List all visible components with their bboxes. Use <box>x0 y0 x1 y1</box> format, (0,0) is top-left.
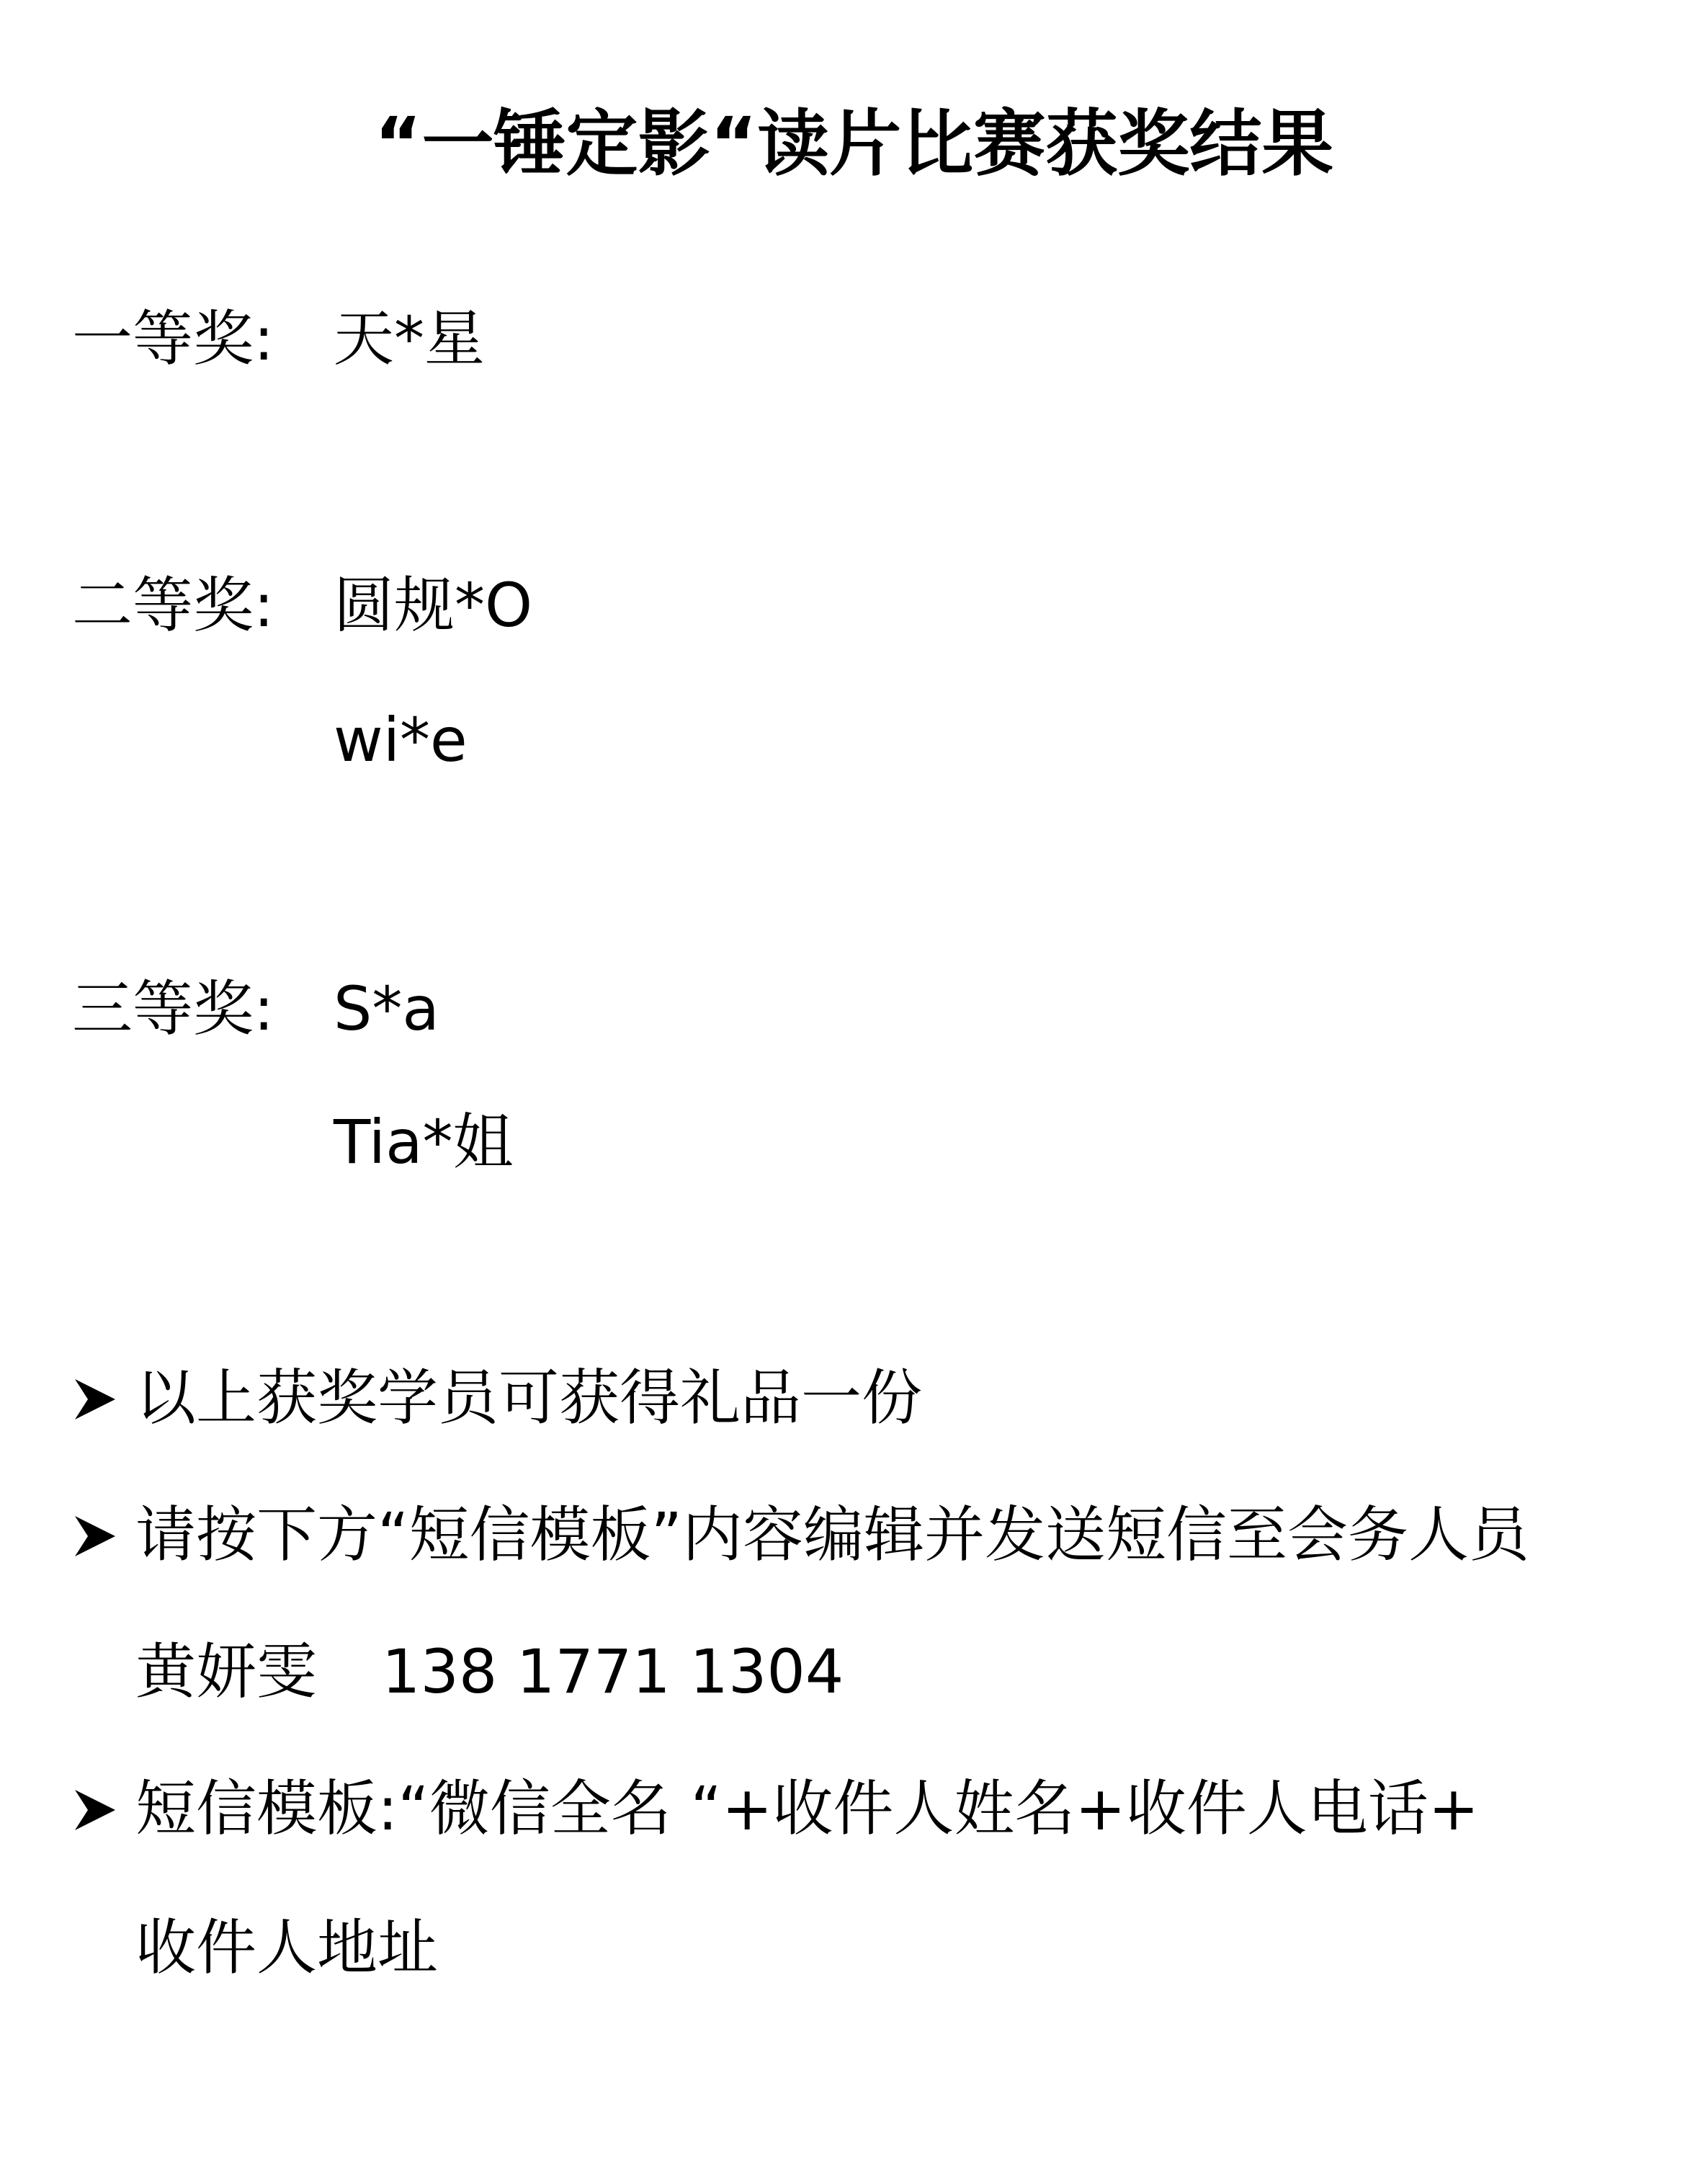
second-prize-winner: wi*e <box>334 705 468 775</box>
contact-line <box>135 1632 844 1711</box>
third-prize-winner: Tia*姐 <box>334 1107 514 1177</box>
contact-phone: 138 1771 1304 <box>382 1636 844 1707</box>
third-prize-label: 三等奖: <box>72 973 274 1044</box>
sms-template-text: 短信模板:“微信全名 “+收件人姓名+收件人电话+ <box>135 1773 1480 1844</box>
arrow-bullet-icon <box>72 1495 133 1574</box>
arrow-bullet-icon <box>72 1769 133 1848</box>
contact-name: 黄妍雯 <box>135 1636 318 1707</box>
page-title: “一锤定影“读片比赛获奖结果 <box>374 102 1334 186</box>
gift-note-text: 以上获奖学员可获得礼品一份 <box>135 1363 923 1433</box>
second-prize-label: 二等奖: <box>72 570 274 641</box>
first-prize-winner: 天*星 <box>334 303 486 374</box>
sms-instruction-text: 请按下方“短信模板”内容编辑并发送短信至会务人员 <box>135 1499 1530 1570</box>
sms-instruction-note <box>72 1495 1530 1574</box>
sms-template-continuation: 收件人地址 <box>135 1912 439 1983</box>
gift-note <box>72 1358 923 1437</box>
arrow-bullet-icon <box>72 1358 133 1437</box>
third-prize-winner: S*a <box>334 973 439 1044</box>
sms-template-note <box>72 1769 1480 1848</box>
first-prize-label: 一等奖: <box>72 303 274 374</box>
second-prize-winner: 圆规*O <box>334 570 533 641</box>
